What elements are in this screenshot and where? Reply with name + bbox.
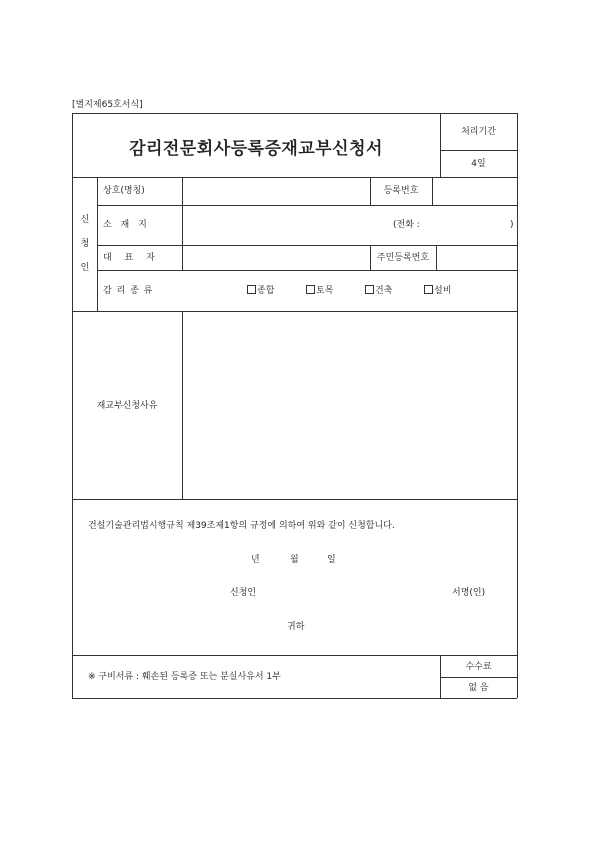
resident-number-label: 주민등록번호 (376, 253, 430, 263)
form-number: [별지제65호서식] (72, 100, 143, 110)
date-month: 월 (290, 555, 299, 565)
resident-number-field[interactable] (437, 246, 516, 269)
signature-seal-label: 서명(인) (452, 588, 486, 598)
registration-number-field[interactable] (433, 178, 516, 204)
declaration-text: 건설기술관리법시행규칙 제39조제1항의 규정에 의하여 위와 같이 신청합니다. (88, 521, 395, 531)
addressee-label: 귀하 (287, 622, 305, 632)
phone-close-paren: ) (510, 220, 514, 230)
checkbox-icon (306, 285, 315, 294)
date-year: 년 (251, 555, 260, 565)
applicant-signer-label: 신청인 (230, 588, 257, 598)
fee-label: 수수료 (465, 662, 492, 672)
address-field[interactable] (183, 206, 516, 244)
representative-label: 대 표 자 (103, 253, 155, 263)
form-title: 감리전문회사등록증재교부신청서 (129, 139, 383, 159)
type-option-civil[interactable]: 토목 (306, 285, 333, 297)
registration-number-label: 등록번호 (383, 186, 419, 196)
supervision-type-label: 감 리 종 류 (103, 286, 153, 296)
processing-period-label: 처리기간 (461, 127, 496, 137)
processing-period-value: 4일 (471, 159, 486, 169)
fee-value: 없 음 (468, 683, 489, 693)
company-name-label: 상호(명칭) (103, 186, 145, 196)
type-option-general[interactable]: 종합 (247, 285, 274, 297)
address-label: 소 재 지 (103, 220, 147, 230)
representative-field[interactable] (183, 246, 369, 269)
checkbox-icon (247, 285, 256, 294)
phone-label: (전화 : (393, 220, 420, 230)
checkbox-icon (424, 285, 433, 294)
required-documents-note: ※ 구비서류 : 훼손된 등록증 또는 분실사유서 1부 (88, 672, 281, 682)
type-option-architecture[interactable]: 건축 (365, 285, 392, 297)
reissue-reason-label: 재교부신청사유 (96, 401, 158, 411)
company-name-field[interactable] (183, 178, 369, 204)
checkbox-icon (365, 285, 374, 294)
reissue-reason-field[interactable] (183, 312, 516, 498)
type-option-facility[interactable]: 설비 (424, 285, 451, 297)
date-day: 일 (327, 555, 336, 565)
